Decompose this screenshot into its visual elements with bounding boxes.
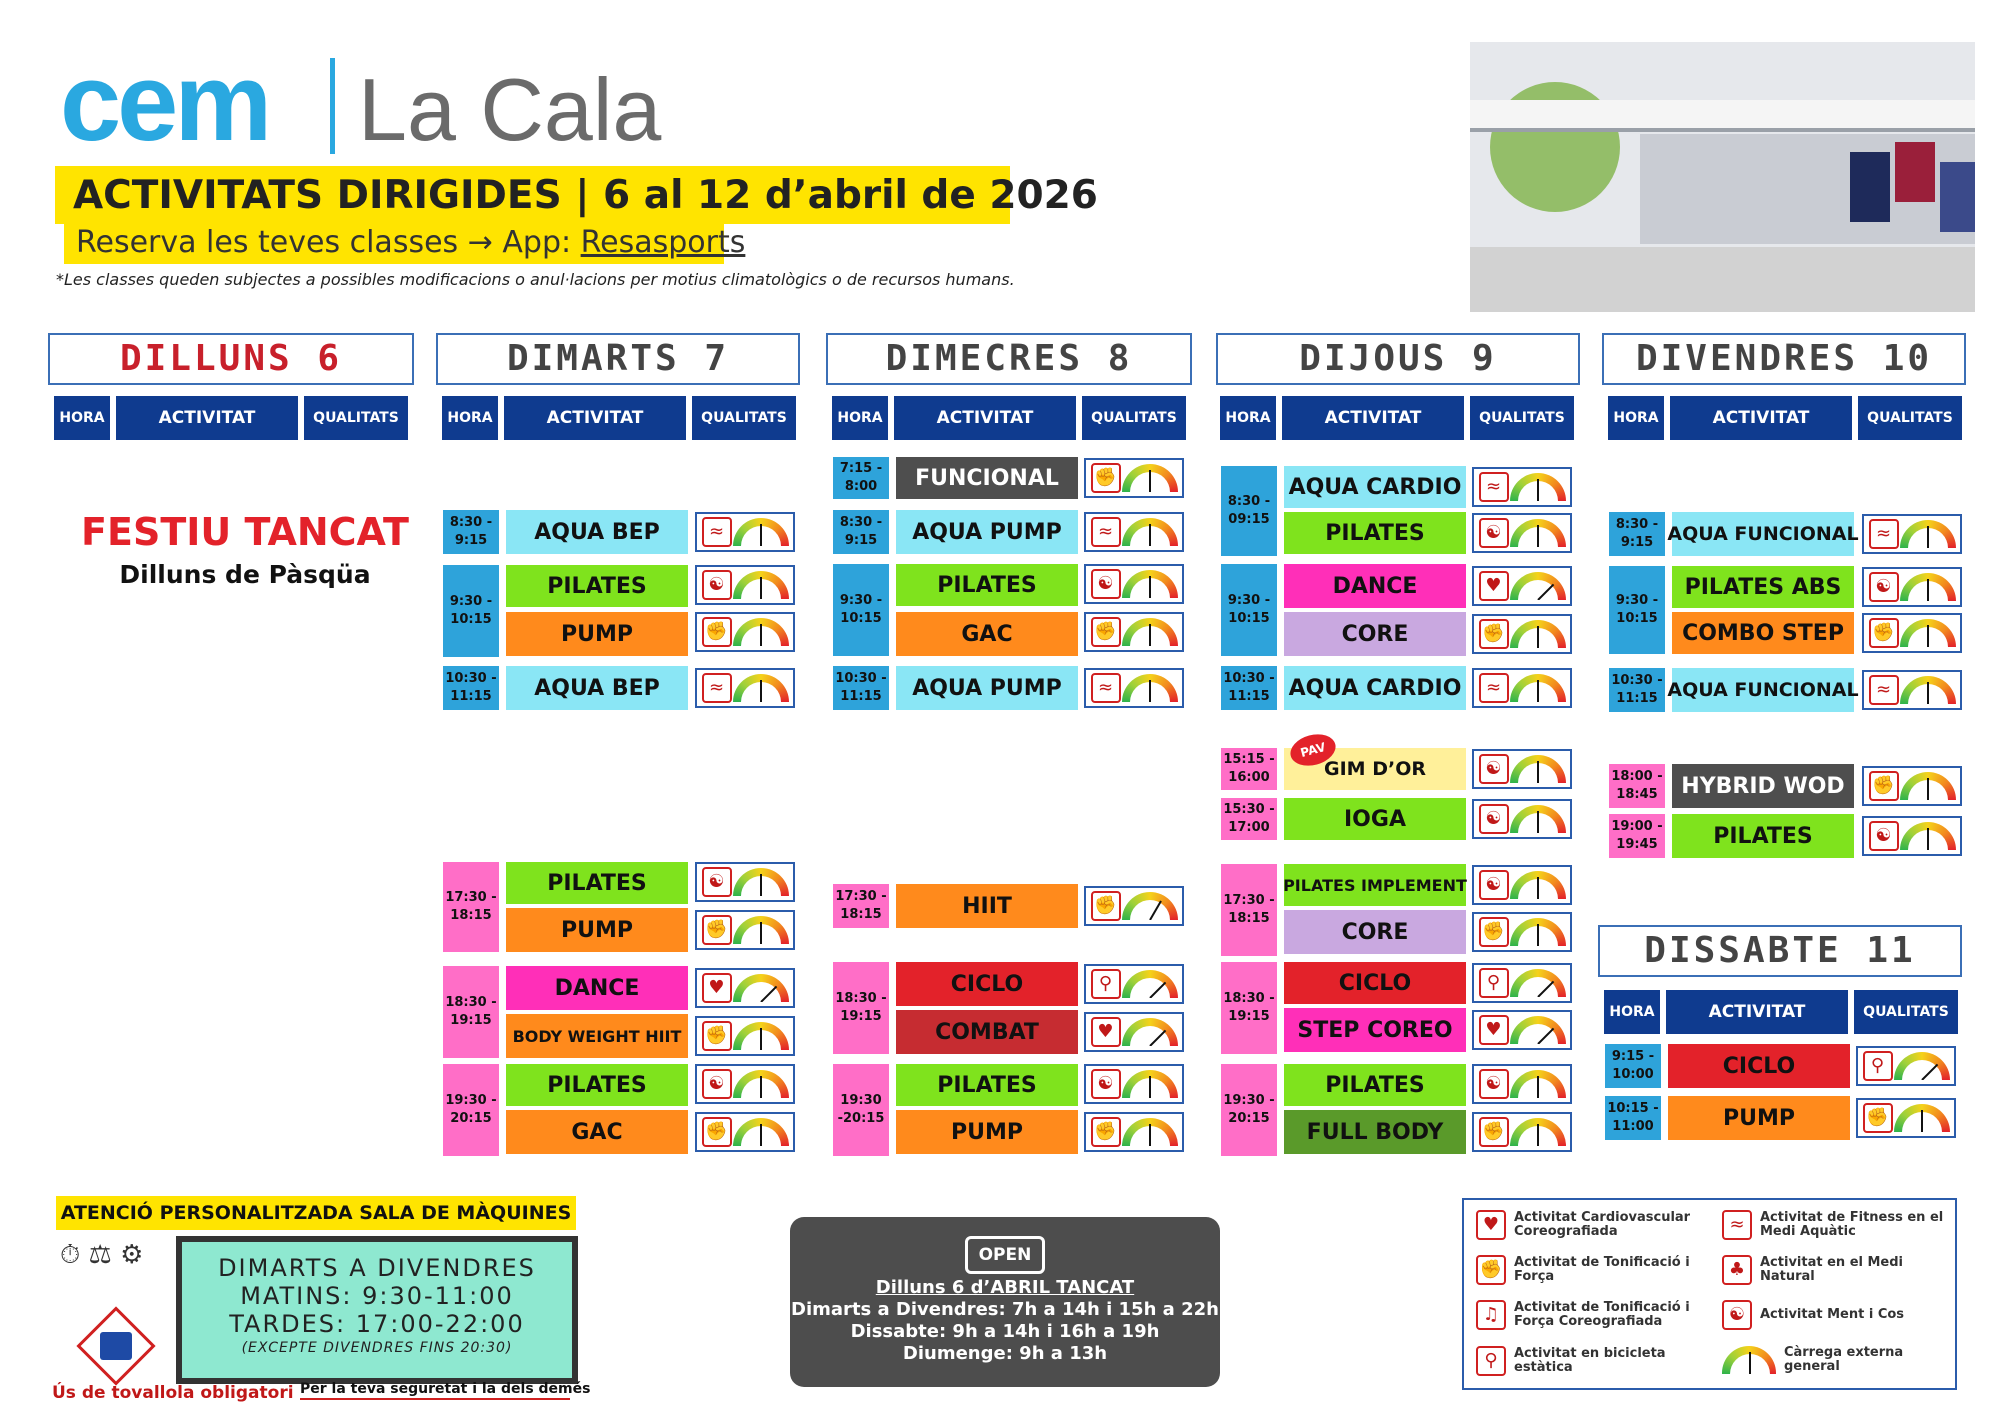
- swimmer-icon: ≈: [1869, 675, 1899, 705]
- qualities-cell: [1472, 614, 1572, 654]
- qualities-cell: [1862, 766, 1962, 806]
- legend-item: [1476, 1346, 1711, 1376]
- gauge-icon: [1122, 570, 1178, 598]
- qualities-cell: [695, 668, 795, 708]
- col-activitat: ACTIVITAT: [894, 396, 1076, 440]
- qualities-cell: [695, 1112, 795, 1152]
- activity-cell[interactable]: AQUA FUNCIONAL: [1672, 512, 1854, 556]
- logo-divider: [330, 58, 335, 154]
- legend-item: [1476, 1210, 1711, 1240]
- col-activitat: ACTIVITAT: [504, 396, 686, 440]
- legend-item: [1476, 1255, 1711, 1285]
- time-slot: 19:30 -20:15: [833, 1064, 889, 1156]
- day-header-wednesday: DIMECRES 8: [826, 333, 1192, 385]
- facade-panel: [1895, 142, 1935, 202]
- qualities-cell: [1856, 1046, 1956, 1086]
- qualities-cell: [1084, 458, 1184, 498]
- gauge-icon: [1722, 1346, 1776, 1374]
- activity-cell[interactable]: CICLO: [1668, 1044, 1850, 1088]
- qualities-cell: [695, 612, 795, 652]
- activity-cell[interactable]: AQUA BEP: [506, 510, 688, 554]
- qualities-cell: [1472, 799, 1572, 839]
- swimmer-icon: ≈: [1479, 673, 1509, 703]
- gym-hours-line: TARDES: 17:00-22:00: [229, 1310, 525, 1338]
- opening-weekdays: Dimarts a Divendres: 7h a 14h i 15h a 22h: [791, 1299, 1219, 1320]
- meditation-icon: ☯: [1479, 870, 1509, 900]
- gauge-icon: [733, 518, 789, 546]
- time-slot: 9:30 - 10:15: [833, 564, 889, 656]
- meditation-icon: ☯: [1869, 572, 1899, 602]
- time-slot: 10:30 - 11:15: [1609, 668, 1665, 712]
- time-slot: 18:30 - 19:15: [443, 966, 499, 1058]
- facade-panel: [1940, 162, 1975, 232]
- time-slot: 18:30 - 19:15: [833, 962, 889, 1054]
- meditation-icon: ☯: [1722, 1300, 1752, 1330]
- gym-hours-box: [176, 1236, 578, 1384]
- day-header-tuesday: DIMARTS 7: [436, 333, 800, 385]
- gauge-icon: [1510, 473, 1566, 501]
- meditation-icon: ☯: [1479, 804, 1509, 834]
- resasports-link[interactable]: Resasports: [580, 225, 746, 260]
- meditation-icon: ☯: [1869, 821, 1899, 851]
- col-activitat: ACTIVITAT: [1282, 396, 1464, 440]
- col-hora: HORA: [1220, 396, 1276, 440]
- qualities-cell: [1862, 514, 1962, 554]
- qualities-cell: [1472, 1064, 1572, 1104]
- gauge-icon: [1894, 1104, 1950, 1132]
- qualities-cell: [1472, 1112, 1572, 1152]
- activity-cell[interactable]: CORE: [1284, 910, 1466, 954]
- muscle-icon: ✊: [1091, 617, 1121, 647]
- qualities-cell: [1472, 467, 1572, 507]
- activity-cell[interactable]: PILATES IMPLEMENT: [1284, 864, 1466, 906]
- day-header-monday: DILLUNS 6: [48, 333, 414, 385]
- nature-icon: ♣: [1722, 1255, 1752, 1285]
- heartbeat-line-icon: [300, 1398, 570, 1400]
- col-hora: HORA: [54, 396, 110, 440]
- muscle-icon: ✊: [702, 617, 732, 647]
- qualities-cell: [1472, 865, 1572, 905]
- gauge-icon: [733, 868, 789, 896]
- meditation-icon: ☯: [702, 570, 732, 600]
- gauge-icon: [1510, 918, 1566, 946]
- qualities-cell: [1084, 564, 1184, 604]
- day-header-saturday: DISSABTE 11: [1598, 925, 1962, 977]
- legend-label: Càrrega externa general: [1783, 1345, 1904, 1374]
- gauge-icon: [733, 916, 789, 944]
- activity-cell[interactable]: PILATES: [896, 1064, 1078, 1106]
- time-slot: 19:00 - 19:45: [1609, 814, 1665, 858]
- muscle-icon: ✊: [1476, 1255, 1506, 1285]
- qualities-cell: [1472, 963, 1572, 1003]
- gauge-icon: [733, 674, 789, 702]
- activity-cell[interactable]: PILATES: [506, 862, 688, 904]
- gauge-icon: [733, 571, 789, 599]
- qualities-cell: [1862, 613, 1962, 653]
- time-slot: 10:15 - 11:00: [1605, 1096, 1661, 1140]
- time-slot: 10:30 - 11:15: [443, 666, 499, 710]
- muscle-icon: ✊: [1091, 1117, 1121, 1147]
- time-slot: 8:30 - 09:15: [1221, 466, 1277, 556]
- time-slot: 15:15 - 16:00: [1221, 748, 1277, 790]
- qualities-cell: [1084, 1112, 1184, 1152]
- qualities-cell: [1472, 749, 1572, 789]
- col-activitat: ACTIVITAT: [1666, 990, 1848, 1034]
- gauge-icon: [1510, 1118, 1566, 1146]
- time-slot: 10:30 - 11:15: [833, 666, 889, 710]
- muscle-icon: ✊: [1479, 917, 1509, 947]
- time-slot: 18:00 - 18:45: [1609, 764, 1665, 808]
- activity-cell[interactable]: AQUA CARDIO: [1284, 466, 1466, 508]
- swimmer-icon: ≈: [702, 517, 732, 547]
- swimmer-icon: ≈: [1869, 519, 1899, 549]
- swimmer-icon: ≈: [1091, 517, 1121, 547]
- activity-cell[interactable]: PILATES ABS: [1672, 566, 1854, 608]
- qualities-cell: [1862, 816, 1962, 856]
- col-qualitats: QUALITATS: [692, 396, 796, 440]
- muscle-icon: ✊: [702, 915, 732, 945]
- towel-notice: Ús de tovallola obligatori: [52, 1383, 294, 1403]
- qualities-cell: [695, 565, 795, 605]
- swimmer-icon: ≈: [1091, 673, 1121, 703]
- activity-cell[interactable]: AQUA FUNCIONAL: [1672, 668, 1854, 712]
- time-slot: 9:30 - 10:15: [443, 565, 499, 657]
- booking-text: Reserva les teves classes → App:: [76, 225, 581, 260]
- time-slot: 19:30 - 20:15: [443, 1064, 499, 1156]
- legend-item: [1476, 1300, 1711, 1330]
- activity-cell[interactable]: PUMP: [506, 908, 688, 952]
- legend-item: [1722, 1300, 1957, 1330]
- legend-item: [1722, 1210, 1957, 1240]
- qualities-cell: [1084, 964, 1184, 1004]
- cyclist-icon: ⚲: [1479, 968, 1509, 998]
- col-qualitats: QUALITATS: [1854, 990, 1958, 1034]
- time-slot: 9:30 - 10:15: [1221, 564, 1277, 656]
- gauge-icon: [1900, 573, 1956, 601]
- activity-cell[interactable]: AQUA BEP: [506, 666, 688, 710]
- gauge-icon: [733, 1118, 789, 1146]
- activity-cell[interactable]: IOGA: [1284, 798, 1466, 840]
- time-slot: 18:30 - 19:15: [1221, 962, 1277, 1054]
- gauge-icon: [1510, 969, 1566, 997]
- muscle-icon: ✊: [1479, 1117, 1509, 1147]
- muscle-icon: ✊: [1091, 891, 1121, 921]
- activity-cell[interactable]: AQUA PUMP: [896, 510, 1078, 554]
- gauge-icon: [1122, 464, 1178, 492]
- time-slot: 10:30 - 11:15: [1221, 666, 1277, 710]
- legend-label: Activitat Cardiovascular Coreografiada: [1514, 1210, 1691, 1239]
- qualities-cell: [1084, 512, 1184, 552]
- towel-icon-inner: [100, 1332, 132, 1360]
- activity-cell[interactable]: BODY WEIGHT HIIT: [506, 1014, 688, 1058]
- cyclist-icon: ⚲: [1863, 1051, 1893, 1081]
- heart-music-icon: ♥: [1479, 1015, 1509, 1045]
- swimmer-icon: ≈: [702, 673, 732, 703]
- activity-cell[interactable]: PILATES: [1284, 1064, 1466, 1106]
- legend-label: Activitat Ment i Cos: [1760, 1307, 1905, 1322]
- meditation-icon: ☯: [1091, 1069, 1121, 1099]
- time-slot: 8:30 - 9:15: [833, 510, 889, 554]
- qualities-cell: [1472, 912, 1572, 952]
- col-hora: HORA: [832, 396, 888, 440]
- gauge-icon: [1122, 1070, 1178, 1098]
- muscle-icon: ✊: [702, 1021, 732, 1051]
- legend-label: Activitat de Tonificació i Força Coreografiada: [1514, 1300, 1690, 1329]
- heart-music-icon: ♥: [1479, 571, 1509, 601]
- gauge-icon: [1510, 755, 1566, 783]
- col-activitat: ACTIVITAT: [116, 396, 298, 440]
- gym-hours-note: (EXCEPTE DIVENDRES FINS 20:30): [241, 1340, 513, 1356]
- heart-music-icon: ♥: [1476, 1210, 1506, 1240]
- heart-music-icon: ♥: [702, 973, 732, 1003]
- qualities-cell: [1472, 513, 1572, 553]
- qualities-cell: [695, 1016, 795, 1056]
- activity-cell[interactable]: AQUA CARDIO: [1284, 666, 1466, 710]
- activity-cell[interactable]: CICLO: [896, 962, 1078, 1006]
- gauge-icon: [1122, 892, 1178, 920]
- building-illustration: [1470, 42, 1975, 312]
- activity-cell[interactable]: CORE: [1284, 612, 1466, 656]
- gauge-icon: [1900, 676, 1956, 704]
- activity-cell[interactable]: PUMP: [1668, 1096, 1850, 1140]
- activity-cell[interactable]: PILATES: [1284, 512, 1466, 554]
- closed-title: FESTIU TANCAT: [81, 510, 409, 554]
- muscle-icon: ✊: [1869, 771, 1899, 801]
- gauge-icon: [1894, 1052, 1950, 1080]
- legend: [1462, 1198, 1957, 1390]
- activity-cell[interactable]: PILATES: [506, 565, 688, 607]
- muscle-music-icon: ♫: [1476, 1300, 1506, 1330]
- activity-cell[interactable]: AQUA PUMP: [896, 666, 1078, 710]
- heart-music-icon: ♥: [1091, 1017, 1121, 1047]
- activity-cell[interactable]: STEP COREO: [1284, 1008, 1466, 1052]
- ground-shape: [1470, 247, 1975, 312]
- legend-label: Activitat de Tonificació i Força: [1514, 1255, 1690, 1284]
- legend-label: Activitat en bicicleta estàtica: [1514, 1346, 1666, 1375]
- gauge-icon: [1122, 674, 1178, 702]
- qualities-cell: [695, 862, 795, 902]
- opening-closed-note: Dilluns 6 d’ABRIL TANCAT: [875, 1277, 1135, 1298]
- gauge-icon: [1122, 1118, 1178, 1146]
- gauge-icon: [733, 1070, 789, 1098]
- time-slot: 9:15 - 10:00: [1605, 1044, 1661, 1088]
- qualities-cell: [695, 1064, 795, 1104]
- page-title: ACTIVITATS DIRIGIDES | 6 al 12 d’abril de 2026: [55, 166, 1010, 224]
- activity-cell[interactable]: FULL BODY: [1284, 1110, 1466, 1154]
- col-hora: HORA: [442, 396, 498, 440]
- booking-subtitle: [64, 222, 746, 264]
- day-header-thursday: DIJOUS 9: [1216, 333, 1580, 385]
- col-qualitats: QUALITATS: [1470, 396, 1574, 440]
- gauge-icon: [1900, 772, 1956, 800]
- logo-center-name: La Cala: [358, 60, 662, 159]
- activity-cell[interactable]: FUNCIONAL: [896, 457, 1078, 499]
- gauge-icon: [1122, 618, 1178, 646]
- gauge-icon: [1510, 871, 1566, 899]
- qualities-cell: [695, 968, 795, 1008]
- time-slot: 7:15 - 8:00: [833, 457, 889, 499]
- gym-hours-line: DIMARTS A DIVENDRES: [218, 1254, 536, 1282]
- disclaimer-note: *Les classes queden subjectes a possibles modificacions o anul·lacions per motius climatològics o de recursos humans.: [56, 270, 1015, 289]
- time-slot: 8:30 - 9:15: [1609, 512, 1665, 556]
- qualities-cell: [1084, 612, 1184, 652]
- qualities-cell: [695, 910, 795, 950]
- activity-cell[interactable]: HYBRID WOD: [1672, 764, 1854, 808]
- activity-cell[interactable]: PUMP: [506, 612, 688, 656]
- time-slot: 19:30 - 20:15: [1221, 1064, 1277, 1156]
- muscle-icon: ✊: [1869, 618, 1899, 648]
- safety-notice: Per la teva seguretat i la dels demés: [300, 1381, 591, 1397]
- col-qualitats: QUALITATS: [1858, 396, 1962, 440]
- qualities-cell: [1472, 566, 1572, 606]
- open-sign-icon: OPEN: [965, 1236, 1045, 1274]
- gauge-icon: [1900, 619, 1956, 647]
- activity-cell[interactable]: GAC: [506, 1110, 688, 1154]
- gauge-icon: [1900, 822, 1956, 850]
- gauge-icon: [1510, 674, 1566, 702]
- col-hora: HORA: [1604, 990, 1660, 1034]
- qualities-cell: [695, 512, 795, 552]
- activity-cell[interactable]: COMBO STEP: [1672, 612, 1854, 654]
- legend-item: [1722, 1346, 1957, 1374]
- cyclist-icon: ⚲: [1091, 969, 1121, 999]
- time-slot: 9:30 - 10:15: [1609, 566, 1665, 654]
- qualities-cell: [1856, 1098, 1956, 1138]
- activity-cell[interactable]: COMBAT: [896, 1010, 1078, 1054]
- qualities-cell: [1084, 668, 1184, 708]
- activity-cell[interactable]: DANCE: [1284, 564, 1466, 608]
- roof-shape: [1470, 100, 1975, 132]
- gauge-icon: [1122, 518, 1178, 546]
- qualities-cell: [1084, 1012, 1184, 1052]
- qualities-cell: [1862, 567, 1962, 607]
- opening-saturday: Dissabte: 9h a 14h i 16h a 19h: [850, 1321, 1160, 1342]
- facade-panel: [1850, 152, 1890, 222]
- meditation-icon: ☯: [1479, 518, 1509, 548]
- time-slot: 15:30 - 17:00: [1221, 798, 1277, 840]
- meditation-icon: ☯: [702, 867, 732, 897]
- col-qualitats: QUALITATS: [1082, 396, 1186, 440]
- meditation-icon: ☯: [1091, 569, 1121, 599]
- logo-brand: cem: [60, 41, 269, 164]
- pav-badge: PAV: [1287, 730, 1339, 771]
- gauge-icon: [1122, 1018, 1178, 1046]
- qualities-cell: [1472, 1010, 1572, 1050]
- equipment-icon: ⏱ ⚖ ⚙: [60, 1240, 144, 1270]
- activity-cell[interactable]: DANCE: [506, 966, 688, 1010]
- qualities-cell: [1862, 670, 1962, 710]
- activity-cell[interactable]: PILATES: [506, 1064, 688, 1106]
- qualities-cell: [1084, 1064, 1184, 1104]
- day-header-friday: DIVENDRES 10: [1602, 333, 1966, 385]
- gauge-icon: [733, 618, 789, 646]
- activity-cell[interactable]: CICLO: [1284, 962, 1466, 1004]
- gauge-icon: [1510, 805, 1566, 833]
- gauge-icon: [733, 974, 789, 1002]
- gauge-icon: [1510, 572, 1566, 600]
- swimmer-icon: ≈: [1722, 1210, 1752, 1240]
- legend-item: [1722, 1255, 1957, 1285]
- meditation-icon: ☯: [702, 1069, 732, 1099]
- muscle-icon: ✊: [702, 1117, 732, 1147]
- legend-label: Activitat de Fitness en el Medi Aquàtic: [1760, 1210, 1944, 1239]
- gym-attention-label: ATENCIÓ PERSONALITZADA SALA DE MÀQUINES: [56, 1196, 576, 1230]
- time-slot: 8:30 - 9:15: [443, 510, 499, 554]
- activity-cell[interactable]: PUMP: [896, 1110, 1078, 1154]
- gauge-icon: [1510, 519, 1566, 547]
- muscle-icon: ✊: [1479, 619, 1509, 649]
- qualities-cell: [1084, 886, 1184, 926]
- activity-cell[interactable]: HIIT: [896, 884, 1078, 928]
- activity-cell[interactable]: PILATES: [896, 564, 1078, 606]
- gauge-icon: [733, 1022, 789, 1050]
- col-qualitats: QUALITATS: [304, 396, 408, 440]
- closed-subtitle: Dilluns de Pàsqüa: [119, 560, 371, 589]
- gauge-icon: [1510, 620, 1566, 648]
- muscle-icon: ✊: [1091, 463, 1121, 493]
- qualities-cell: [1472, 668, 1572, 708]
- gauge-icon: [1510, 1016, 1566, 1044]
- muscle-icon: ✊: [1863, 1103, 1893, 1133]
- col-activitat: ACTIVITAT: [1670, 396, 1852, 440]
- activity-cell[interactable]: GIM D’OR: [1284, 748, 1466, 790]
- time-slot: 17:30 - 18:15: [1221, 864, 1277, 956]
- opening-sunday: Diumenge: 9h a 13h: [902, 1343, 1108, 1364]
- meditation-icon: ☯: [1479, 1069, 1509, 1099]
- gauge-icon: [1900, 520, 1956, 548]
- gym-hours-line: MATINS: 9:30-11:00: [240, 1282, 514, 1310]
- gauge-icon: [1122, 970, 1178, 998]
- gauge-icon: [1510, 1070, 1566, 1098]
- activity-cell[interactable]: GAC: [896, 612, 1078, 656]
- cyclist-icon: ⚲: [1476, 1346, 1506, 1376]
- swimmer-icon: ≈: [1479, 472, 1509, 502]
- time-slot: 17:30 - 18:15: [833, 884, 889, 928]
- activity-cell[interactable]: PILATES: [1672, 814, 1854, 858]
- legend-label: Activitat en el Medi Natural: [1760, 1255, 1904, 1284]
- time-slot: 17:30 - 18:15: [443, 862, 499, 952]
- col-hora: HORA: [1608, 396, 1664, 440]
- meditation-icon: ☯: [1479, 754, 1509, 784]
